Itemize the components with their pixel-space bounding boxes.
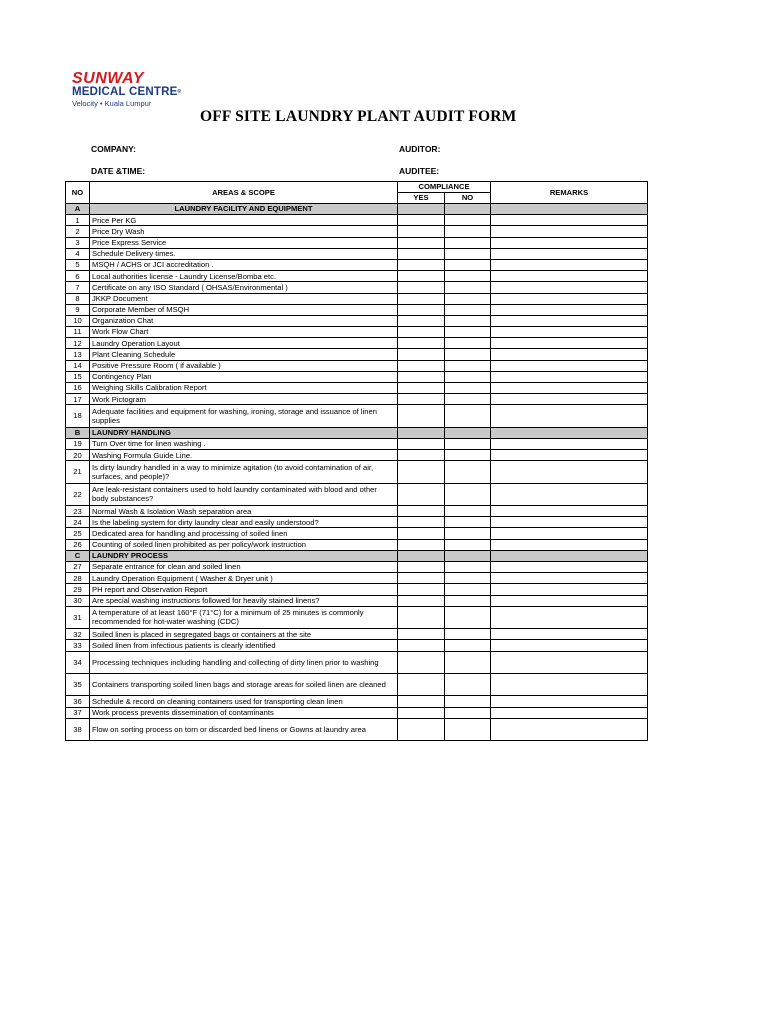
area-scope-item: Price Express Service	[90, 237, 398, 248]
compliance-yes-cell[interactable]	[398, 562, 445, 573]
section-title: LAUNDRY PROCESS	[90, 550, 398, 561]
row-number: 17	[66, 394, 90, 405]
row-number: 7	[66, 282, 90, 293]
area-scope-item: Soiled linen from infectious patients is clearly identified	[90, 640, 398, 651]
table-row	[66, 573, 648, 584]
compliance-no-cell[interactable]	[445, 595, 491, 606]
remarks-cell	[491, 204, 648, 215]
compliance-no-cell[interactable]	[445, 371, 491, 382]
auditor-label: AUDITOR:	[399, 144, 441, 154]
table-row	[66, 707, 648, 718]
compliance-yes-cell[interactable]	[398, 539, 445, 550]
compliance-no-cell	[445, 427, 491, 438]
compliance-no-cell[interactable]	[445, 271, 491, 282]
compliance-yes-cell[interactable]	[398, 450, 445, 461]
compliance-yes-cell	[398, 550, 445, 561]
compliance-no-cell[interactable]	[445, 651, 491, 673]
compliance-yes-cell	[398, 204, 445, 215]
table-row	[66, 271, 648, 282]
table-row	[66, 304, 648, 315]
logo-tagline: Velocity • Kuala Lumpur	[72, 99, 152, 108]
table-row	[66, 248, 648, 259]
remarks-cell[interactable]	[491, 438, 648, 449]
compliance-no-cell[interactable]	[445, 315, 491, 326]
area-scope-item: Organization Chat	[90, 315, 398, 326]
row-number: 1	[66, 215, 90, 226]
audit-table	[65, 181, 648, 741]
table-row	[66, 237, 648, 248]
compliance-no-cell[interactable]	[445, 539, 491, 550]
remarks-cell[interactable]	[491, 226, 648, 237]
area-scope-item: JKKP Document	[90, 293, 398, 304]
remarks-cell[interactable]	[491, 259, 648, 270]
logo-name: SUNWAY	[72, 70, 145, 87]
table-row	[66, 338, 648, 349]
row-number: 9	[66, 304, 90, 315]
compliance-yes-cell[interactable]	[398, 696, 445, 707]
logo-reg-mark: ®	[177, 89, 182, 95]
row-number: 4	[66, 248, 90, 259]
remarks-cell[interactable]	[491, 271, 648, 282]
header-no: NO	[66, 182, 90, 204]
compliance-yes-cell[interactable]	[398, 651, 445, 673]
compliance-yes-cell[interactable]	[398, 438, 445, 449]
row-number: 20	[66, 450, 90, 461]
compliance-no-cell[interactable]	[445, 237, 491, 248]
remarks-cell[interactable]	[491, 237, 648, 248]
row-number: 33	[66, 640, 90, 651]
auditee-label: AUDITEE:	[399, 166, 440, 176]
compliance-yes-cell[interactable]	[398, 327, 445, 338]
row-number: 6	[66, 271, 90, 282]
area-scope-item: Work Flow Chart	[90, 327, 398, 338]
compliance-no-cell[interactable]	[445, 405, 491, 427]
remarks-cell[interactable]	[491, 338, 648, 349]
compliance-yes-cell[interactable]	[398, 282, 445, 293]
area-scope-item: MSQH / ACHS or JCI accreditation .	[90, 259, 398, 270]
compliance-no-cell[interactable]	[445, 394, 491, 405]
compliance-no-cell[interactable]	[445, 360, 491, 371]
table-row	[66, 226, 648, 237]
table-row	[66, 327, 648, 338]
area-scope-item: Price Dry Wash	[90, 226, 398, 237]
area-scope-item: Washing Formula Guide Line.	[90, 450, 398, 461]
table-row	[66, 461, 648, 483]
compliance-yes-cell[interactable]	[398, 304, 445, 315]
table-row	[66, 360, 648, 371]
area-scope-item: Turn Over time for linen washing .	[90, 438, 398, 449]
compliance-yes-cell[interactable]	[398, 707, 445, 718]
remarks-cell[interactable]	[491, 640, 648, 651]
table-row	[66, 293, 648, 304]
compliance-no-cell[interactable]	[445, 640, 491, 651]
table-row	[66, 394, 648, 405]
remarks-cell[interactable]	[491, 461, 648, 483]
compliance-yes-cell[interactable]	[398, 584, 445, 595]
company-label: COMPANY:	[91, 144, 137, 154]
compliance-no-cell[interactable]	[445, 573, 491, 584]
area-scope-item: A temperature of at least 160°F (71°C) for a minimum of 25 minutes is commonly recommended for hot-water washing (CDC)	[90, 606, 398, 628]
compliance-no-cell[interactable]	[445, 293, 491, 304]
area-scope-item: Price Per KG	[90, 215, 398, 226]
compliance-no-cell[interactable]	[445, 226, 491, 237]
area-scope-item: Is dirty laundry handled in a way to minimize agitation (to avoid contamination of air, surfaces, and people)?	[90, 461, 398, 483]
compliance-no-cell[interactable]	[445, 718, 491, 740]
compliance-yes-cell[interactable]	[398, 673, 445, 695]
section-letter: A	[66, 204, 90, 215]
area-scope-item: Schedule & record on cleaning containers used for transporting clean linen	[90, 696, 398, 707]
compliance-no-cell[interactable]	[445, 483, 491, 505]
remarks-cell[interactable]	[491, 629, 648, 640]
table-row	[66, 595, 648, 606]
compliance-yes-cell	[398, 427, 445, 438]
compliance-no-cell[interactable]	[445, 383, 491, 394]
row-number: 37	[66, 707, 90, 718]
row-number: 13	[66, 349, 90, 360]
row-number: 32	[66, 629, 90, 640]
compliance-yes-cell[interactable]	[398, 349, 445, 360]
compliance-no-cell[interactable]	[445, 707, 491, 718]
compliance-yes-cell[interactable]	[398, 629, 445, 640]
row-number: 16	[66, 383, 90, 394]
area-scope-item: Dedicated area for handling and processing of soiled linen	[90, 528, 398, 539]
remarks-cell[interactable]	[491, 383, 648, 394]
table-row	[66, 405, 648, 427]
area-scope-item: Adequate facilities and equipment for washing, ironing, storage and issuance of linen supplies	[90, 405, 398, 427]
table-row	[66, 606, 648, 628]
header-compliance: COMPLIANCE	[398, 182, 491, 193]
remarks-cell[interactable]	[491, 584, 648, 595]
header-remarks: REMARKS	[491, 182, 648, 204]
compliance-yes-cell[interactable]	[398, 383, 445, 394]
compliance-yes-cell[interactable]	[398, 394, 445, 405]
remarks-cell[interactable]	[491, 282, 648, 293]
compliance-yes-cell[interactable]	[398, 573, 445, 584]
table-row	[66, 517, 648, 528]
row-number: 14	[66, 360, 90, 371]
compliance-yes-cell[interactable]	[398, 405, 445, 427]
remarks-cell[interactable]	[491, 707, 648, 718]
logo	[72, 72, 181, 109]
area-scope-item: Contingency Plan	[90, 371, 398, 382]
remarks-cell[interactable]	[491, 450, 648, 461]
audit-table-body	[66, 204, 648, 741]
area-scope-item: Are leak-resistant containers used to hold laundry contaminated with blood and other body substances?	[90, 483, 398, 505]
compliance-no-cell[interactable]	[445, 450, 491, 461]
remarks-cell[interactable]	[491, 539, 648, 550]
area-scope-item: Are special washing instructions followed for heavily stained linens?	[90, 595, 398, 606]
row-number: 8	[66, 293, 90, 304]
compliance-no-cell[interactable]	[445, 349, 491, 360]
row-number: 31	[66, 606, 90, 628]
compliance-yes-cell[interactable]	[398, 226, 445, 237]
compliance-yes-cell[interactable]	[398, 528, 445, 539]
row-number: 21	[66, 461, 90, 483]
compliance-no-cell[interactable]	[445, 517, 491, 528]
compliance-no-cell	[445, 550, 491, 561]
area-scope-item: Containers transporting soiled linen bags and storage areas for soiled linen are cleaned	[90, 673, 398, 695]
compliance-yes-cell[interactable]	[398, 259, 445, 270]
row-number: 23	[66, 506, 90, 517]
area-scope-item: Laundry Operation Equipment ( Washer & Dryer unit )	[90, 573, 398, 584]
table-row	[66, 651, 648, 673]
compliance-no-cell[interactable]	[445, 438, 491, 449]
remarks-cell[interactable]	[491, 595, 648, 606]
compliance-no-cell[interactable]	[445, 327, 491, 338]
compliance-no-cell[interactable]	[445, 584, 491, 595]
compliance-no-cell[interactable]	[445, 282, 491, 293]
compliance-yes-cell[interactable]	[398, 315, 445, 326]
compliance-yes-cell[interactable]	[398, 215, 445, 226]
area-scope-item: Certificate on any ISO Standard ( OHSAS/Environmental )	[90, 282, 398, 293]
remarks-cell[interactable]	[491, 349, 648, 360]
table-row	[66, 383, 648, 394]
table-row	[66, 528, 648, 539]
row-number: 12	[66, 338, 90, 349]
row-number: 30	[66, 595, 90, 606]
row-number: 28	[66, 573, 90, 584]
compliance-yes-cell[interactable]	[398, 517, 445, 528]
compliance-no-cell[interactable]	[445, 629, 491, 640]
compliance-yes-cell[interactable]	[398, 606, 445, 628]
area-scope-item: Work Pictogram	[90, 394, 398, 405]
remarks-cell[interactable]	[491, 562, 648, 573]
table-row	[66, 282, 648, 293]
row-number: 36	[66, 696, 90, 707]
area-scope-item: Positive Pressure Room ( if available )	[90, 360, 398, 371]
logo-subtitle	[72, 86, 181, 99]
row-number: 18	[66, 405, 90, 427]
table-row	[66, 539, 648, 550]
area-scope-item: Is the labeling system for dirty laundry clear and easily understood?	[90, 517, 398, 528]
remarks-cell[interactable]	[491, 405, 648, 427]
remarks-cell[interactable]	[491, 394, 648, 405]
compliance-yes-cell[interactable]	[398, 595, 445, 606]
header-yes: YES	[398, 193, 445, 204]
section-letter: C	[66, 550, 90, 561]
compliance-no-cell[interactable]	[445, 528, 491, 539]
table-row	[66, 450, 648, 461]
row-number: 29	[66, 584, 90, 595]
compliance-no-cell[interactable]	[445, 248, 491, 259]
row-number: 10	[66, 315, 90, 326]
compliance-yes-cell[interactable]	[398, 338, 445, 349]
remarks-cell[interactable]	[491, 718, 648, 740]
remarks-cell[interactable]	[491, 327, 648, 338]
header-areas-scope: AREAS & SCOPE	[90, 182, 398, 204]
row-number: 26	[66, 539, 90, 550]
remarks-cell[interactable]	[491, 506, 648, 517]
remarks-cell[interactable]	[491, 248, 648, 259]
remarks-cell[interactable]	[491, 528, 648, 539]
table-row	[66, 562, 648, 573]
remarks-cell[interactable]	[491, 673, 648, 695]
area-scope-item: Laundry Operation Layout	[90, 338, 398, 349]
table-row	[66, 640, 648, 651]
table-row	[66, 584, 648, 595]
table-row	[66, 215, 648, 226]
compliance-yes-cell[interactable]	[398, 640, 445, 651]
section-row	[66, 204, 648, 215]
area-scope-item: Normal Wash & Isolation Wash separation area	[90, 506, 398, 517]
area-scope-item: PH report and Observation Report	[90, 584, 398, 595]
compliance-yes-cell[interactable]	[398, 237, 445, 248]
row-number: 3	[66, 237, 90, 248]
section-row	[66, 427, 648, 438]
area-scope-item: Counting of soiled linen prohibited as per policy/work instruction	[90, 539, 398, 550]
compliance-no-cell[interactable]	[445, 506, 491, 517]
area-scope-item: Plant Cleaning Schedule	[90, 349, 398, 360]
remarks-cell	[491, 550, 648, 561]
remarks-cell[interactable]	[491, 371, 648, 382]
compliance-no-cell[interactable]	[445, 606, 491, 628]
compliance-no-cell[interactable]	[445, 696, 491, 707]
row-number: 34	[66, 651, 90, 673]
table-row	[66, 506, 648, 517]
row-number: 38	[66, 718, 90, 740]
row-number: 2	[66, 226, 90, 237]
remarks-cell[interactable]	[491, 696, 648, 707]
row-number: 27	[66, 562, 90, 573]
area-scope-item: Schedule Delivery times.	[90, 248, 398, 259]
row-number: 19	[66, 438, 90, 449]
table-row	[66, 629, 648, 640]
row-number: 25	[66, 528, 90, 539]
row-number: 35	[66, 673, 90, 695]
remarks-cell[interactable]	[491, 606, 648, 628]
row-number: 5	[66, 259, 90, 270]
row-number: 24	[66, 517, 90, 528]
table-row	[66, 349, 648, 360]
remarks-cell[interactable]	[491, 483, 648, 505]
section-row	[66, 550, 648, 561]
remarks-cell	[491, 427, 648, 438]
compliance-yes-cell[interactable]	[398, 371, 445, 382]
area-scope-item: Flow on sorting process on torn or discarded bed linens or Gowns at laundry area	[90, 718, 398, 740]
compliance-no-cell[interactable]	[445, 259, 491, 270]
table-row	[66, 483, 648, 505]
compliance-yes-cell[interactable]	[398, 506, 445, 517]
remarks-cell[interactable]	[491, 315, 648, 326]
compliance-no-cell[interactable]	[445, 338, 491, 349]
page-title: OFF SITE LAUNDRY PLANT AUDIT FORM	[200, 108, 517, 125]
compliance-no-cell	[445, 204, 491, 215]
remarks-cell[interactable]	[491, 651, 648, 673]
table-row	[66, 259, 648, 270]
row-number: 22	[66, 483, 90, 505]
table-row	[66, 315, 648, 326]
date-time-label: DATE &TIME:	[91, 166, 146, 176]
row-number: 11	[66, 327, 90, 338]
remarks-cell[interactable]	[491, 215, 648, 226]
logo-subtitle-text: MEDICAL CENTRE	[72, 86, 178, 98]
remarks-cell[interactable]	[491, 304, 648, 315]
area-scope-item: Processing techniques including handling and collecting of dirty linen prior to washing	[90, 651, 398, 673]
remarks-cell[interactable]	[491, 293, 648, 304]
table-row	[66, 696, 648, 707]
compliance-yes-cell[interactable]	[398, 293, 445, 304]
table-row	[66, 371, 648, 382]
area-scope-item: Separate entrance for clean and soiled linen	[90, 562, 398, 573]
area-scope-item: Weighing Skills Calibration Report	[90, 383, 398, 394]
remarks-cell[interactable]	[491, 360, 648, 371]
compliance-no-cell[interactable]	[445, 562, 491, 573]
area-scope-item: Soiled linen is placed in segregated bags or containers at the site	[90, 629, 398, 640]
compliance-no-cell[interactable]	[445, 215, 491, 226]
compliance-yes-cell[interactable]	[398, 360, 445, 371]
remarks-cell[interactable]	[491, 517, 648, 528]
remarks-cell[interactable]	[491, 573, 648, 584]
compliance-no-cell[interactable]	[445, 304, 491, 315]
section-letter: B	[66, 427, 90, 438]
compliance-no-cell[interactable]	[445, 461, 491, 483]
compliance-yes-cell[interactable]	[398, 461, 445, 483]
table-row	[66, 438, 648, 449]
compliance-yes-cell[interactable]	[398, 483, 445, 505]
area-scope-item: Work process prevents dissemination of contaminants	[90, 707, 398, 718]
area-scope-item: Local authorities license - Laundry License/Bomba etc.	[90, 271, 398, 282]
row-number: 15	[66, 371, 90, 382]
table-row	[66, 718, 648, 740]
section-title: LAUNDRY FACILITY AND EQUIPMENT	[90, 204, 398, 215]
compliance-no-cell[interactable]	[445, 673, 491, 695]
table-row	[66, 673, 648, 695]
compliance-yes-cell[interactable]	[398, 248, 445, 259]
compliance-yes-cell[interactable]	[398, 271, 445, 282]
section-title: LAUNDRY HANDLING	[90, 427, 398, 438]
header-no-compliance: NO	[445, 193, 491, 204]
area-scope-item: Corporate Member of MSQH	[90, 304, 398, 315]
compliance-yes-cell[interactable]	[398, 718, 445, 740]
